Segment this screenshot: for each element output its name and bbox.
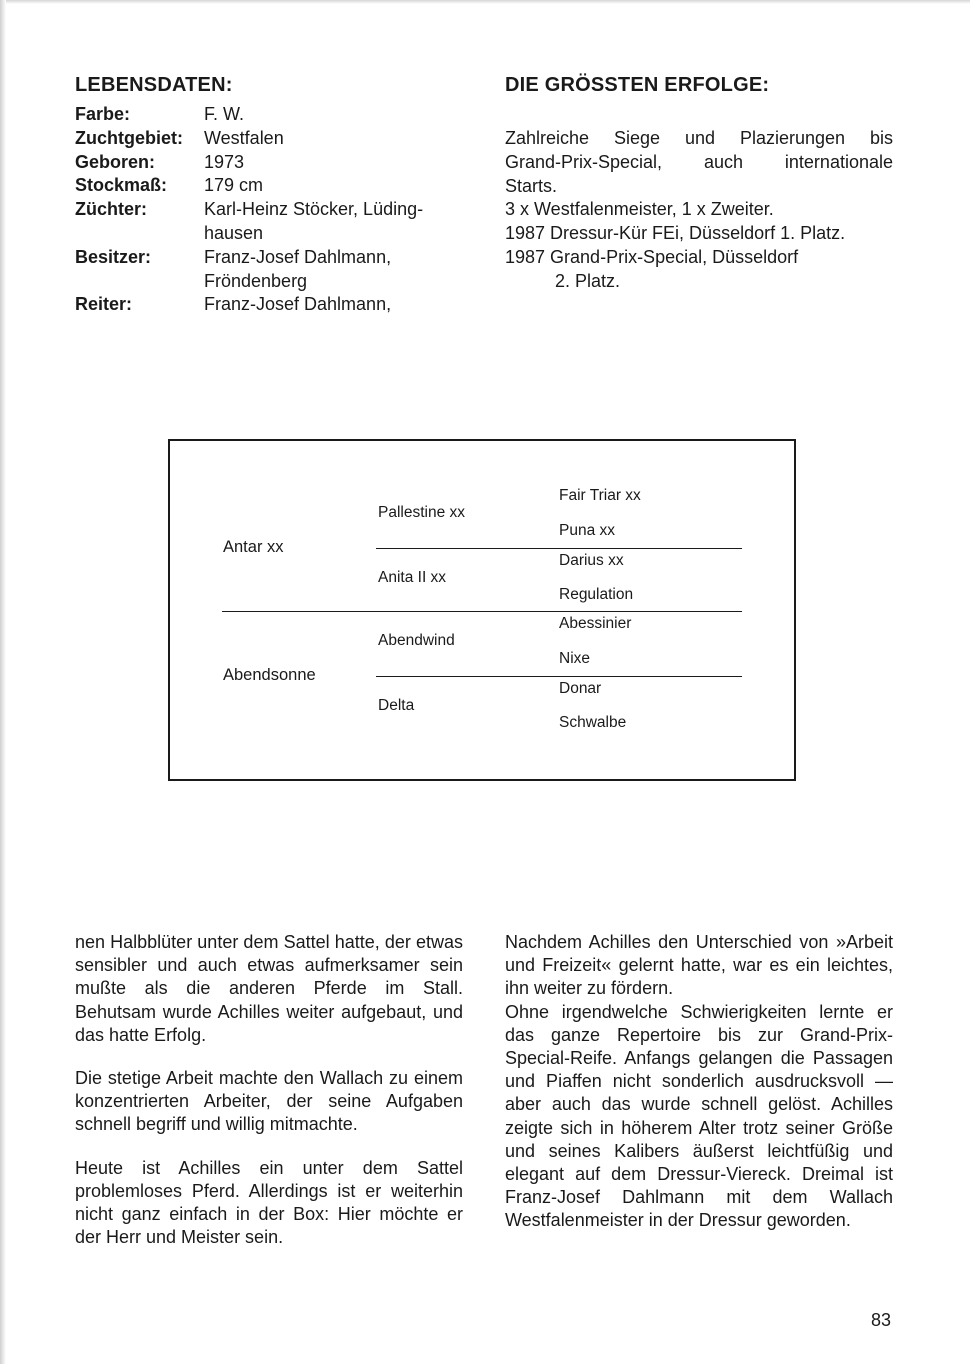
page-number: 83 <box>871 1310 892 1330</box>
life-value-owner: Franz-Josef Dahlmann, <box>204 246 392 267</box>
body-paragraph: Die stetige Arbeit machte den Wallach zu einem konzentrierten Arbeiter, der seine Aufgaben schnell begriff und willig mitmachte. <box>75 1068 463 1135</box>
life-label-breeding-area: Zuchtgebiet: <box>75 127 183 148</box>
pedigree-sire-dam: Anita II xx <box>378 569 447 586</box>
body-paragraph: Nachdem Achilles den Unterschied von »Arbeit und Freizeit« gelernt hatte, war es ein leichtes, ihn weiter zu fördern. <box>505 932 893 999</box>
life-value-rider: Franz-Josef Dahlmann, <box>204 294 392 315</box>
life-label-height: Stockmaß: <box>75 175 168 196</box>
pedigree-dam: Abendsonne <box>223 666 316 684</box>
pedigree-sire: Antar xx <box>223 538 284 556</box>
pedigree-box <box>168 439 796 781</box>
life-label-color: Farbe: <box>75 104 131 124</box>
life-value-height: 179 cm <box>204 175 264 196</box>
success-line: 3 x Westfalenmeister, 1 x Zweiter. <box>505 199 774 220</box>
body-paragraph: nen Halbblüter unter dem Sattel hatte, der etwas sensibler und auch etwas aufmerksamer sein mußte als die anderen Pferde im Stall. Behutsam wurde Achilles weiter aufgebaut, und das hatte Erfolg. <box>75 932 463 1045</box>
pedigree-rule-sire-line <box>376 548 742 549</box>
successes-heading: DIE GRÖSSTEN ERFOLGE: <box>505 74 770 96</box>
pedigree-ggp-4: Regulation <box>559 586 634 603</box>
pedigree-ggp-8: Schwalbe <box>559 714 627 731</box>
life-value-owner-cont: Fröndenberg <box>204 270 308 291</box>
success-line: 2. Platz. <box>555 270 621 291</box>
life-label-owner-cont <box>75 270 204 294</box>
life-data-table <box>75 103 474 317</box>
life-value-breeder: Karl-Heinz Stöcker, Lüding- <box>204 199 424 220</box>
success-line: Grand-Prix-Special, auch internationale <box>505 151 893 172</box>
pedigree-rule-dam-line <box>376 676 742 677</box>
pedigree-ggp-1: Fair Triar xx <box>559 487 641 504</box>
life-label-breeder: Züchter: <box>75 199 147 220</box>
pedigree-ggp-7: Donar <box>559 680 602 697</box>
life-value-color: F. W. <box>204 104 244 124</box>
pedigree-ggp-3: Darius xx <box>559 552 624 569</box>
success-line: Starts. <box>505 175 558 196</box>
page-binding-edge <box>0 0 6 1364</box>
pedigree-ggp-6: Nixe <box>559 650 591 667</box>
pedigree-rule-main <box>222 611 742 612</box>
life-value-breeding-area: Westfalen <box>204 127 284 148</box>
life-data-heading: LEBENSDATEN: <box>75 74 233 96</box>
life-value-born: 1973 <box>204 151 245 172</box>
pedigree-ggp-2: Puna xx <box>559 522 616 539</box>
body-left-column <box>75 931 463 1249</box>
life-value-breeder-cont: hausen <box>204 222 264 243</box>
success-line: Zahlreiche Siege und Plazierungen bis <box>505 128 893 148</box>
success-line: 1987 Grand-Prix-Special, Düsseldorf <box>505 246 799 267</box>
pedigree-ggp-5: Abessinier <box>559 615 632 632</box>
life-label-breeder-cont <box>75 222 204 246</box>
page-top-edge <box>0 0 970 4</box>
body-right-column <box>505 931 893 1233</box>
pedigree-dam-dam: Delta <box>378 697 415 714</box>
life-label-rider: Reiter: <box>75 294 133 315</box>
body-paragraph: Heute ist Achilles ein unter dem Sattel problemloses Pferd. Allerdings ist er weiterhin nicht ganz einfach in der Box: Hier möchte er der Herr und Meister sein. <box>75 1157 463 1248</box>
body-paragraph: Ohne irgendwelche Schwierigkeiten lernte er das ganze Repertoire bis zur Grand-Prix-Special-Reife. Anfangs gelangen die Passagen und Piaffen nicht sonderlich ausdrucksvoll — aber auch das wurde schnell gelöst. Achilles zeigte sich in höherem Alter trotz seiner Größe und seines Kalibers äußerst leichtfüßig und elegant auf dem Dressur-Viereck. Dreimal ist Franz-Josef Dahlmann mit dem Wallach Westfalenmeister in der Dressur geworden. <box>505 1001 893 1231</box>
life-label-born: Geboren: <box>75 151 156 172</box>
pedigree-sire-sire: Pallestine xx <box>378 504 466 521</box>
success-line: 1987 Dressur-Kür FEi, Düsseldorf 1. Platz. <box>505 223 846 244</box>
successes-list <box>505 127 893 294</box>
pedigree-dam-sire: Abendwind <box>378 632 455 649</box>
life-label-owner: Besitzer: <box>75 246 152 267</box>
